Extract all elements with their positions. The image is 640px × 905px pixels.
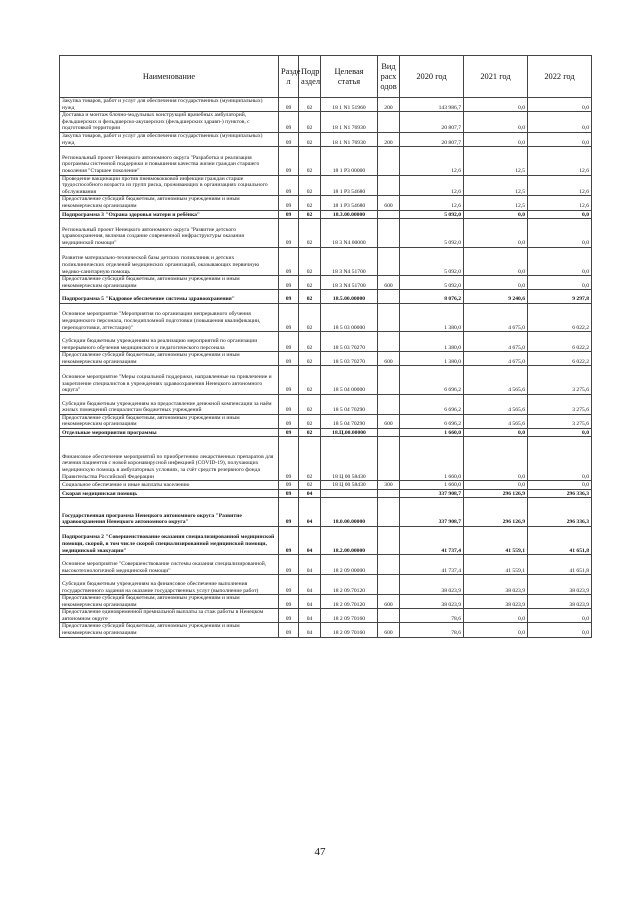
row-razdel: 09	[279, 489, 299, 498]
row-2020: 1 380,0	[400, 332, 464, 352]
row-razdel: 09	[279, 219, 299, 248]
row-razdel: 09	[279, 276, 299, 290]
row-name: Основное мероприятие "Мероприятия по организации непрерывного обучения медицинского персонала, последипломной подготовки (повышения квалификации, переподготовки, аттестации)"	[60, 303, 279, 332]
row-name: Субсидии бюджетным учреждениям на реализацию мероприятий по организации непрерывного обучения медицинского и педагогического персонала	[60, 332, 279, 352]
row-razdel: 09	[279, 366, 299, 395]
row-2022: 0,0	[528, 481, 592, 490]
row-2021: 38 023,9	[464, 575, 528, 595]
row-name: Предоставление субсидий бюджетным, автономным учреждениям и иным некоммерческим организациям	[60, 414, 279, 428]
row-target-article: 18 5 04 70290	[321, 394, 378, 414]
row-2022: 3 275,6	[528, 394, 592, 414]
row-2022: 3 275,6	[528, 414, 592, 428]
row-2021: 4 565,6	[464, 394, 528, 414]
row-2022: 0,0	[528, 276, 592, 290]
row-2021: 0,0	[464, 247, 528, 276]
row-2022: 12,6	[528, 147, 592, 176]
row-2021: 4 675,0	[464, 352, 528, 366]
row-2020: 12,6	[400, 175, 464, 196]
row-name: Подпрограмма 2 "Совершенствование оказания специализированной медицинской помощи, скорой, в том числе скорой специализированной медицинской помощи, медицинской эвакуации"	[60, 526, 279, 555]
row-target-article: 18 2 09 70160	[321, 609, 378, 623]
row-podrazdel: 02	[299, 132, 321, 146]
header-row	[60, 56, 592, 98]
row-podrazdel: 04	[299, 609, 321, 623]
row-2022: 12,6	[528, 175, 592, 196]
row-target-article: 18 2 09.70120	[321, 595, 378, 609]
row-name: Проведение вакцинации против пневмококковой инфекции граждан старше трудоспособного возраста из групп риска, проживающих в организациях социального обслуживания	[60, 175, 279, 196]
row-podrazdel: 02	[299, 290, 321, 303]
table-row	[60, 112, 592, 133]
row-podrazdel: 04	[299, 498, 321, 527]
row-2021: 0,0	[464, 210, 528, 219]
table-row	[60, 498, 592, 527]
row-2022: 0,0	[528, 98, 592, 112]
row-2020: 20 807,7	[400, 112, 464, 133]
row-podrazdel: 04	[299, 526, 321, 555]
row-expense-type	[378, 219, 400, 248]
row-podrazdel: 02	[299, 414, 321, 428]
row-podrazdel: 02	[299, 394, 321, 414]
table-row	[60, 210, 592, 219]
row-expense-type: 600	[378, 623, 400, 637]
table-row	[60, 276, 592, 290]
row-2021: 296 126,9	[464, 489, 528, 498]
row-2022: 38 023,9	[528, 595, 592, 609]
row-razdel: 09	[279, 394, 299, 414]
row-razdel: 09	[279, 575, 299, 595]
row-name: Предоставление субсидий бюджетным, автономным учреждениям и иным некоммерческим организациям	[60, 623, 279, 637]
row-2020: 1 660,0	[400, 428, 464, 437]
row-2022: 0,0	[528, 609, 592, 623]
row-2021: 4 675,0	[464, 303, 528, 332]
table-row	[60, 555, 592, 575]
header-target-article: Целевая статья	[321, 56, 378, 98]
table-row	[60, 132, 592, 146]
row-2021: 0,0	[464, 609, 528, 623]
row-target-article: 18 5 03 70270	[321, 332, 378, 352]
row-target-article: 18 1 N1 51960	[321, 98, 378, 112]
row-2021: 0,0	[464, 428, 528, 437]
row-2020: 5 092,0	[400, 219, 464, 248]
row-name: Развитие материально-технической базы детских поликлиник и детских поликлинических отделений медицинских организаций, оказывающих первичную медико-санитарную помощь	[60, 247, 279, 276]
row-expense-type	[378, 609, 400, 623]
row-razdel: 09	[279, 290, 299, 303]
row-2022: 38 023,9	[528, 575, 592, 595]
row-podrazdel: 02	[299, 175, 321, 196]
row-razdel: 09	[279, 414, 299, 428]
row-name: Субсидии бюджетным учреждениям на предоставление денежной компенсации за наём жилых помещений специалистам бюджетных учреждений	[60, 394, 279, 414]
row-name: Государственная программа Ненецкого автономного округа "Развитие здравоохранения Ненецкого автономного округа"	[60, 498, 279, 527]
row-2020: 6 696,2	[400, 414, 464, 428]
row-expense-type	[378, 175, 400, 196]
row-2020: 1 660,0	[400, 437, 464, 481]
table-row	[60, 526, 592, 555]
row-razdel: 09	[279, 112, 299, 133]
row-razdel: 09	[279, 247, 299, 276]
row-2022: 0,0	[528, 437, 592, 481]
row-name: Скорая медицинская помощь	[60, 489, 279, 498]
table-row	[60, 352, 592, 366]
budget-table	[59, 55, 592, 638]
row-podrazdel: 02	[299, 366, 321, 395]
row-razdel: 09	[279, 526, 299, 555]
row-2020: 38 023,9	[400, 575, 464, 595]
row-name: Отдельные мероприятия программы	[60, 428, 279, 437]
table-row	[60, 290, 592, 303]
row-razdel: 09	[279, 498, 299, 527]
row-2022: 41 651,8	[528, 555, 592, 575]
row-expense-type	[378, 303, 400, 332]
row-2020: 337 908,7	[400, 489, 464, 498]
table-row	[60, 394, 592, 414]
row-expense-type	[378, 247, 400, 276]
row-podrazdel: 02	[299, 210, 321, 219]
row-2022: 6 022,2	[528, 303, 592, 332]
row-target-article: 18.Ц.00.00000	[321, 428, 378, 437]
row-2020: 337 908,7	[400, 498, 464, 527]
row-name: Предоставление субсидий бюджетным, автономным учреждениям и иным некоммерческим организациям	[60, 276, 279, 290]
row-2022: 9 297,8	[528, 290, 592, 303]
row-2021: 12,5	[464, 147, 528, 176]
row-name: Предоставление единовременной премиальной выплаты за стаж работы в Ненецком автономном округе	[60, 609, 279, 623]
row-2021: 296 126,9	[464, 498, 528, 527]
budget-table-sheet	[59, 55, 591, 638]
row-razdel: 09	[279, 147, 299, 176]
table-row	[60, 247, 592, 276]
row-expense-type	[378, 575, 400, 595]
row-razdel: 09	[279, 352, 299, 366]
row-expense-type	[378, 210, 400, 219]
row-target-article: 18 3 N4 51700	[321, 276, 378, 290]
row-razdel: 09	[279, 98, 299, 112]
row-expense-type	[378, 555, 400, 575]
row-name: Финансовое обеспечение мероприятий по приобретению лекарственных препаратов для лечения пациентов с новой коронавирусной инфекцией (COVID-19), получающих медицинскую помощь в амбулаторных условиях, за счёт средств резервного фонда Правительства Российской Федерации	[60, 437, 279, 481]
row-2021: 0,0	[464, 112, 528, 133]
table-row	[60, 332, 592, 352]
row-expense-type	[378, 498, 400, 527]
row-expense-type: 200	[378, 98, 400, 112]
row-target-article: 18 Ц 00 58430	[321, 437, 378, 481]
row-expense-type: 300	[378, 481, 400, 490]
row-podrazdel: 02	[299, 196, 321, 210]
table-row	[60, 609, 592, 623]
row-expense-type	[378, 112, 400, 133]
header-podrazdel: Подр аздел	[299, 56, 321, 98]
table-row	[60, 98, 592, 112]
row-2021: 4 675,0	[464, 332, 528, 352]
header-name: Наименование	[60, 56, 279, 98]
row-2021: 38 023,9	[464, 595, 528, 609]
row-target-article: 18.5.00.00000	[321, 290, 378, 303]
row-podrazdel: 02	[299, 147, 321, 176]
row-podrazdel: 02	[299, 303, 321, 332]
row-target-article: 18.3.00.00000	[321, 210, 378, 219]
row-target-article	[321, 489, 378, 498]
table-row	[60, 437, 592, 481]
row-expense-type	[378, 526, 400, 555]
row-target-article: 18 1 P3 00000	[321, 147, 378, 176]
table-row	[60, 414, 592, 428]
row-2021: 41 559,1	[464, 526, 528, 555]
row-podrazdel: 02	[299, 437, 321, 481]
row-2021: 12,5	[464, 175, 528, 196]
row-podrazdel: 02	[299, 428, 321, 437]
row-2021: 0,0	[464, 132, 528, 146]
row-razdel: 09	[279, 132, 299, 146]
row-expense-type	[378, 394, 400, 414]
row-expense-type: 600	[378, 352, 400, 366]
table-row	[60, 303, 592, 332]
header-expense-type: Вид расх одов	[378, 56, 400, 98]
row-podrazdel: 02	[299, 112, 321, 133]
row-podrazdel: 04	[299, 595, 321, 609]
row-razdel: 09	[279, 595, 299, 609]
row-target-article: 18 2 09 70160	[321, 623, 378, 637]
row-2020: 8 076,2	[400, 290, 464, 303]
row-2022: 0,0	[528, 112, 592, 133]
row-target-article: 18 Ц 00 58430	[321, 481, 378, 490]
row-2020: 6 696,2	[400, 394, 464, 414]
table-row	[60, 595, 592, 609]
row-target-article: 18 3 N4 00000	[321, 219, 378, 248]
row-2020: 78,6	[400, 623, 464, 637]
row-2022: 6 022,2	[528, 332, 592, 352]
row-expense-type	[378, 147, 400, 176]
row-podrazdel: 04	[299, 489, 321, 498]
row-name: Подпрограмма 3 "Охрана здоровья матери и ребёнка"	[60, 210, 279, 219]
row-name: Основное мероприятие "Совершенствование системы оказания специализированной, высокотехнологичной медицинской помощи"	[60, 555, 279, 575]
row-podrazdel: 02	[299, 352, 321, 366]
row-2020: 78,6	[400, 609, 464, 623]
row-expense-type	[378, 428, 400, 437]
row-2020: 1 380,0	[400, 303, 464, 332]
row-razdel: 09	[279, 428, 299, 437]
table-row	[60, 489, 592, 498]
row-2022: 0,0	[528, 428, 592, 437]
row-expense-type	[378, 437, 400, 481]
row-2020: 1 660,0	[400, 481, 464, 490]
row-2021: 9 240,6	[464, 290, 528, 303]
row-2020: 5 092,0	[400, 276, 464, 290]
row-expense-type: 600	[378, 196, 400, 210]
row-2021: 4 565,6	[464, 414, 528, 428]
row-razdel: 09	[279, 437, 299, 481]
table-row	[60, 175, 592, 196]
row-2022: 0,0	[528, 132, 592, 146]
row-name: Предоставление субсидий бюджетным, автономным учреждениям и иным некоммерческим организациям	[60, 196, 279, 210]
row-razdel: 09	[279, 303, 299, 332]
table-row	[60, 196, 592, 210]
row-2020: 20 807,7	[400, 132, 464, 146]
row-expense-type: 200	[378, 132, 400, 146]
row-2020: 41 737,4	[400, 526, 464, 555]
row-2022: 0,0	[528, 210, 592, 219]
row-name: Доставка и монтаж блочно-модульных конструкций врачебных амбулаторий, фельдшерских и фельдшерско-акушерских (фельдшерских здравп-) пунктов, с подготовкой территории	[60, 112, 279, 133]
row-2021: 4 565,6	[464, 366, 528, 395]
row-target-article: 18 1 N1 76930	[321, 112, 378, 133]
row-name: Закупка товаров, работ и услуг для обеспечения государственных (муниципальных) нужд	[60, 132, 279, 146]
row-2022: 0,0	[528, 247, 592, 276]
header-2021: 2021 год	[464, 56, 528, 98]
row-expense-type	[378, 366, 400, 395]
row-name: Социальное обеспечение и иные выплаты населению	[60, 481, 279, 490]
row-target-article: 18.0.00.00000	[321, 498, 378, 527]
row-podrazdel: 04	[299, 555, 321, 575]
row-2021: 12,5	[464, 196, 528, 210]
table-row	[60, 575, 592, 595]
row-podrazdel: 02	[299, 98, 321, 112]
row-2020: 143 986,7	[400, 98, 464, 112]
row-2021: 0,0	[464, 481, 528, 490]
row-2022: 12,6	[528, 196, 592, 210]
page-number: 47	[314, 846, 326, 858]
row-expense-type: 600	[378, 276, 400, 290]
row-name: Основное мероприятие "Меры социальной поддержки, направленные на привлечение и закрепление специалистов в учреждениях здравоохранения Ненецкого автономного округа"	[60, 366, 279, 395]
row-2022: 296 336,3	[528, 498, 592, 527]
row-razdel: 09	[279, 609, 299, 623]
row-2022: 6 022,2	[528, 352, 592, 366]
row-target-article: 18.2.00.00000	[321, 526, 378, 555]
row-target-article: 18 2 09 00000	[321, 555, 378, 575]
row-name: Предоставление субсидий бюджетным, автономным учреждениям и иным некоммерческим организациям	[60, 352, 279, 366]
row-2020: 1 380,0	[400, 352, 464, 366]
row-2020: 41 737,4	[400, 555, 464, 575]
row-target-article: 18 5 04 00000	[321, 366, 378, 395]
row-target-article: 18 1 P3 54680	[321, 175, 378, 196]
row-podrazdel: 02	[299, 247, 321, 276]
row-podrazdel: 02	[299, 276, 321, 290]
row-2022: 0,0	[528, 219, 592, 248]
row-podrazdel: 02	[299, 219, 321, 248]
row-razdel: 09	[279, 623, 299, 637]
row-target-article: 18 2 09.70120	[321, 575, 378, 595]
row-expense-type	[378, 332, 400, 352]
table-row	[60, 428, 592, 437]
row-podrazdel: 04	[299, 623, 321, 637]
row-name: Региональный проект Ненецкого автономного округа "Разработка и реализация программы системной поддержки и повышения качества жизни граждан старшего поколения "Старшее поколение"	[60, 147, 279, 176]
row-podrazdel: 04	[299, 575, 321, 595]
row-2020: 5 092,0	[400, 210, 464, 219]
row-name: Региональный проект Ненецкого автономного округа "Развитие детского здравоохранения, включая создание современной инфраструктуры оказания медицинской помощи"	[60, 219, 279, 248]
table-body	[60, 98, 592, 638]
row-2021: 0,0	[464, 276, 528, 290]
row-2021: 0,0	[464, 98, 528, 112]
row-razdel: 09	[279, 555, 299, 575]
row-2022: 0,0	[528, 623, 592, 637]
row-target-article: 18 5 04 70290	[321, 414, 378, 428]
table-row	[60, 366, 592, 395]
table-row	[60, 481, 592, 490]
row-target-article: 18 5 03 70270	[321, 352, 378, 366]
row-podrazdel: 02	[299, 332, 321, 352]
row-razdel: 09	[279, 481, 299, 490]
row-target-article: 18 5 03 00000	[321, 303, 378, 332]
row-2022: 41 651,8	[528, 526, 592, 555]
row-2021: 41 559,1	[464, 555, 528, 575]
row-expense-type: 600	[378, 595, 400, 609]
row-name: Предоставление субсидий бюджетным, автономным учреждениям и иным некоммерческим организациям	[60, 595, 279, 609]
header-2020: 2020 год	[400, 56, 464, 98]
row-expense-type: 600	[378, 414, 400, 428]
row-name: Закупка товаров, работ и услуг для обеспечения государственных (муниципальных) нужд	[60, 98, 279, 112]
row-2021: 0,0	[464, 437, 528, 481]
row-expense-type	[378, 489, 400, 498]
row-name: Подпрограмма 5 "Кадровое обеспечение системы здравоохранения"	[60, 290, 279, 303]
row-razdel: 09	[279, 332, 299, 352]
row-razdel: 09	[279, 210, 299, 219]
row-2020: 12,6	[400, 147, 464, 176]
header-2022: 2022 год	[528, 56, 592, 98]
row-podrazdel: 02	[299, 481, 321, 490]
row-name: Субсидии бюджетным учреждениям на финансовое обеспечение выполнения государственного задания на оказание государственных услуг (выполнение работ)	[60, 575, 279, 595]
row-2020: 38 023,9	[400, 595, 464, 609]
row-target-article: 18 1 N1 76930	[321, 132, 378, 146]
row-2022: 3 275,6	[528, 366, 592, 395]
row-2020: 12,6	[400, 196, 464, 210]
row-2021: 0,0	[464, 623, 528, 637]
header-razdel: Разде л	[279, 56, 299, 98]
table-row	[60, 147, 592, 176]
row-target-article: 18 3 N4 51700	[321, 247, 378, 276]
row-razdel: 09	[279, 175, 299, 196]
row-target-article: 18 1 P3 54680	[321, 196, 378, 210]
row-razdel: 09	[279, 196, 299, 210]
row-expense-type	[378, 290, 400, 303]
row-2020: 6 696,2	[400, 366, 464, 395]
row-2021: 0,0	[464, 219, 528, 248]
table-row	[60, 623, 592, 637]
row-2020: 5 092,0	[400, 247, 464, 276]
table-row	[60, 219, 592, 248]
row-2022: 296 336,3	[528, 489, 592, 498]
